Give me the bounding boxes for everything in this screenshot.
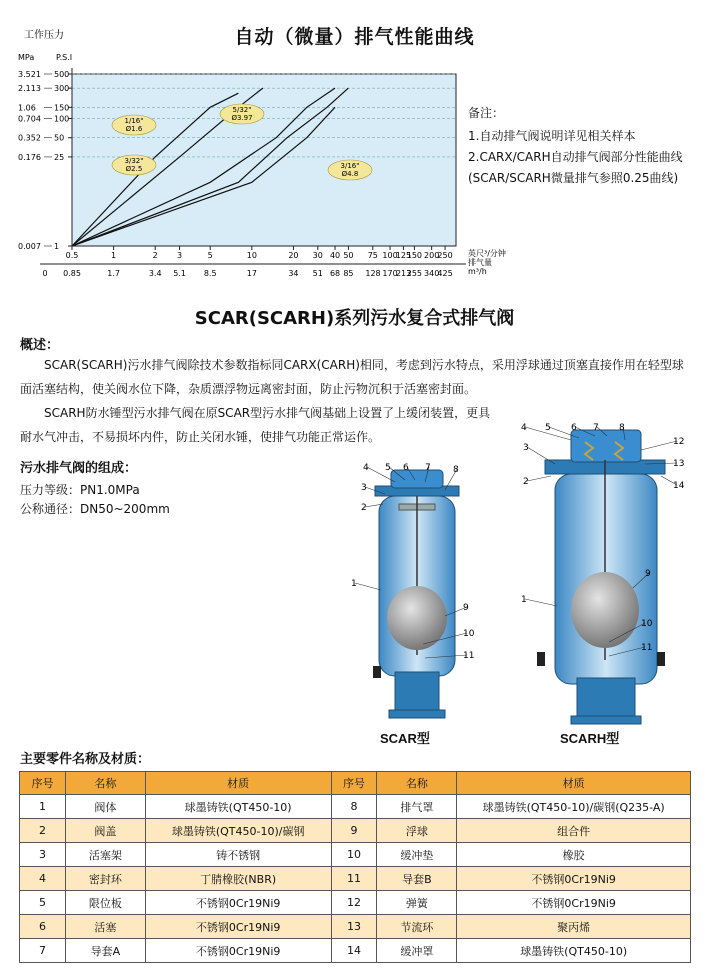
x-tick-top: 100 [382,251,398,260]
table-cell: 球墨铸铁(QT450-10) [457,939,691,963]
table-cell: 密封环 [65,867,145,891]
y-tick-mpa: 1.06 [18,103,36,113]
x-tick-bottom: 8.5 [203,269,217,278]
table-cell: 6 [20,915,66,939]
x-tick-bottom: 3.4 [148,269,162,278]
table-row [20,867,691,891]
x-tick-top: 30 [312,251,323,260]
y-tick-mpa: 0.352 [18,133,41,143]
callout-number: 5 [545,423,551,433]
series-label: Ø1.6 [125,125,143,133]
table-cell: 7 [20,939,66,963]
y-tick-psi: 100 [54,114,70,124]
scar-caption: SCAR型 [380,731,430,746]
x-tick-top: 20 [288,251,299,260]
x-tick-top: 150 [406,251,423,260]
nominal-diameter: 公称通径：DN50~200mm [20,502,170,516]
y-tick-psi: 1 [54,242,60,251]
notes-line-3: (SCAR/SCARH微量排气参照0.25曲线) [468,171,679,185]
x-tick-bottom: 85 [343,269,354,278]
callout-number: 13 [673,459,685,469]
x-tick-bottom: 213 [395,269,412,278]
overview-para-1: SCAR(SCARH)污水排气阀除技术参数指标同CARX(CARH)相同，考虑到污水特点，采用浮球通过顶塞直接作用在轻型球面活塞结构，使关阀水位下降，杂质漂浮物远离密封面，防止污物沉积于活塞密封面。 [20,358,684,396]
table-cell: 8 [331,795,377,819]
series-label: Ø2.5 [125,165,143,173]
table-cell: 不锈钢0Cr19Ni9 [145,939,331,963]
x-tick-bottom: 17 [246,269,257,278]
table-cell: 14 [331,939,377,963]
callout-number: 11 [463,651,475,661]
callout-number: 6 [403,463,409,473]
overview-para-2: SCARH防水锤型污水排气阀在原SCAR型污水排气阀基础上设置了上缓闭装置，更具耐水气冲击，不易损坏内件，防止关闭水锤，使排气功能正常运作。 [20,406,491,444]
y-unit-psi: P.S.I [56,53,73,62]
table-row [20,819,691,843]
callout-number: 11 [641,643,653,653]
table-cell: 9 [331,819,377,843]
table-header-cell: 名称 [377,772,457,795]
scar-valve-drawing [345,460,475,725]
x-tick-top: 0.5 [65,251,79,260]
table-cell: 排气罩 [377,795,457,819]
callout-number: 7 [593,423,599,433]
table-cell: 丁腈橡胶(NBR) [145,867,331,891]
curve-title: 自动（微量）排气性能曲线 [234,26,475,48]
series-label: 3/32" [124,157,144,165]
table-cell: 聚丙烯 [457,915,691,939]
table-row [20,915,691,939]
table-cell: 铸不锈钢 [145,843,331,867]
x-tick-top: 1 [111,251,117,260]
parts-title: 主要零件名称及材质： [20,752,151,767]
callout-number: 6 [571,423,577,433]
series-label: Ø3.97 [231,114,253,122]
overview-heading: 概述： [20,338,60,353]
x-tick-top: 5 [207,251,213,260]
x-tick-top: 40 [329,251,341,260]
callout-number: 7 [425,463,431,473]
x-tick-bottom: 0.85 [63,269,81,278]
table-cell: 不锈钢0Cr19Ni9 [457,891,691,915]
callout-number: 4 [363,463,369,473]
table-cell: 5 [20,891,66,915]
callout-number: 3 [523,443,529,453]
table-cell: 11 [331,867,377,891]
table-cell: 阀盖 [65,819,145,843]
callout-number: 5 [385,463,391,473]
table-cell: 不锈钢0Cr19Ni9 [145,915,331,939]
y-tick-mpa: 3.521 [18,70,41,79]
table-header-row [20,772,691,795]
x-tick-bottom: 5.1 [173,269,186,278]
series-label: Ø4.8 [341,170,359,178]
table-cell: 球墨铸铁(QT450-10)/碳钢 [145,819,331,843]
notes-heading: 备注： [468,106,505,120]
callout-number: 2 [523,477,529,487]
notes-line-2: 2.CARX/CARH自动排气阀部分性能曲线 [468,150,683,164]
table-cell: 活塞架 [65,843,145,867]
table-cell: 13 [331,915,377,939]
callout-number: 10 [463,629,475,639]
x-tick-top: 125 [395,251,412,260]
y-axis-label: 工作压力 [24,30,64,41]
y-tick-psi: 300 [54,84,70,94]
x-tick-top: 75 [367,251,378,260]
table-cell: 导套B [377,867,457,891]
table-header-cell: 序号 [331,772,377,795]
x-tick-bottom: 51 [312,269,323,278]
table-cell: 12 [331,891,377,915]
x-tick-top: 250 [437,251,453,260]
x-tick-bottom: 340 [424,269,440,278]
table-cell: 缓冲罩 [377,939,457,963]
series-label: 3/16" [340,162,360,170]
table-cell: 限位板 [65,891,145,915]
table-cell: 缓冲垫 [377,843,457,867]
x-tick-top: 2 [152,251,158,260]
callout-number: 14 [673,481,685,491]
notes-line-1: 1.自动排气阀说明详见相关样本 [468,129,636,143]
table-cell: 球墨铸铁(QT450-10)/碳钢(Q235-A) [457,795,691,819]
table-cell: 2 [20,819,66,843]
table-cell: 球墨铸铁(QT450-10) [145,795,331,819]
y-tick-psi: 150 [54,103,70,113]
table-cell: 节流环 [377,915,457,939]
table-cell: 弹簧 [377,891,457,915]
series-title: SCAR(SCARH)系列污水复合式排气阀 [194,308,515,329]
callout-number: 8 [619,423,625,433]
x-tick-bottom: 68 [329,269,341,278]
x-tick-bottom: 170 [382,269,398,278]
x-tick-top: 10 [246,251,257,260]
y-tick-mpa: 0.007 [18,242,41,251]
x-tick-top: 200 [424,251,440,260]
table-header-cell: 名称 [65,772,145,795]
callout-number: 3 [361,483,367,493]
table-header-cell: 序号 [20,772,66,795]
y-tick-psi: 50 [54,133,65,143]
y-tick-psi: 25 [54,152,65,162]
table-cell: 组合件 [457,819,691,843]
callout-number: 4 [521,423,527,433]
x-tick-top: 50 [343,251,354,260]
composition-heading: 污水排气阀的组成： [20,461,138,476]
callout-number: 9 [645,569,651,579]
y-tick-mpa: 0.176 [18,152,41,162]
parts-table [19,771,691,963]
x-tick-bottom: 0 [42,269,48,278]
table-row [20,843,691,867]
table-cell: 4 [20,867,66,891]
callout-number: 12 [673,437,685,447]
table-cell: 3 [20,843,66,867]
callout-number: 1 [521,595,527,605]
table-row [20,891,691,915]
callout-number: 1 [351,579,357,589]
table-cell: 阀体 [65,795,145,819]
x-tick-bottom: 1.7 [107,269,120,278]
x-tick-top: 3 [177,251,183,260]
table-cell: 不锈钢0Cr19Ni9 [457,867,691,891]
series-label: 5/32" [232,106,252,114]
callout-number: 2 [361,503,367,513]
x-tick-bottom: 255 [406,269,423,278]
scarh-caption: SCARH型 [560,731,620,746]
callout-number: 9 [463,603,469,613]
table-header-cell: 材质 [457,772,691,795]
scarh-valve-drawing [515,420,695,725]
y-unit-mpa: MPa [18,53,35,62]
pressure-rating: 压力等级：PN1.0MPa [20,483,140,497]
table-cell: 导套A [65,939,145,963]
x-tick-bottom: 425 [437,269,453,278]
performance-chart [0,28,520,288]
x-unit-flow: 排气量 [468,258,492,267]
table-cell: 浮球 [377,819,457,843]
x-unit-m3h: m³/h [468,267,487,276]
table-cell: 10 [331,843,377,867]
y-tick-mpa: 2.113 [18,84,41,94]
table-cell: 活塞 [65,915,145,939]
table-cell: 1 [20,795,66,819]
table-row [20,795,691,819]
table-row [20,939,691,963]
x-tick-bottom: 34 [288,269,299,278]
callout-number: 8 [453,465,459,475]
x-unit-cfm: 英尺³/分钟 [468,249,506,258]
y-tick-psi: 500 [54,70,70,79]
table-header-cell: 材质 [145,772,331,795]
x-tick-bottom: 128 [365,269,381,278]
y-tick-mpa: 0.704 [18,114,41,124]
series-label: 1/16" [124,117,144,125]
table-cell: 不锈钢0Cr19Ni9 [145,891,331,915]
callout-number: 10 [641,619,653,629]
table-cell: 橡胶 [457,843,691,867]
